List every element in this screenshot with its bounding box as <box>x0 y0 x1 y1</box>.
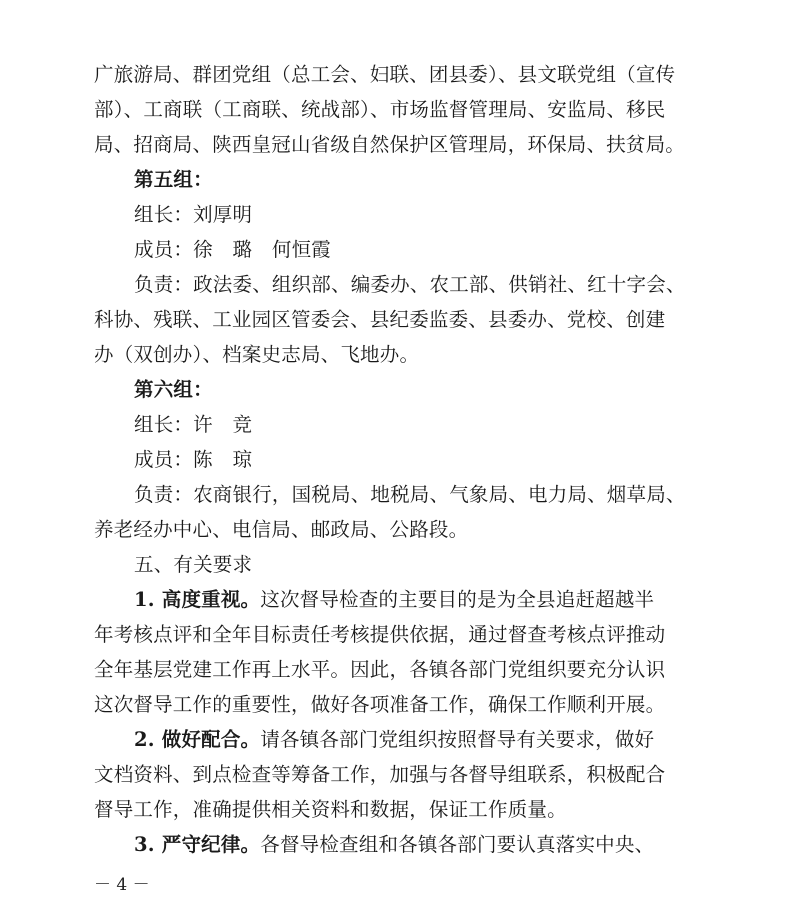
text-line: 文档资料、到点检查等筹备工作，加强与各督导组联系，积极配合 <box>94 763 666 786</box>
text-line: 这次督导工作的重要性，做好各项准备工作，确保工作顺利开展。 <box>94 693 666 716</box>
group-six-leader: 组长：许 竞 <box>134 413 253 436</box>
text-line: 年考核点评和全年目标责任考核提供依据，通过督查考核点评推动 <box>94 623 666 646</box>
text-line: 全年基层党建工作再上水平。因此，各镇各部门党组织要充分认识 <box>94 658 666 681</box>
group-five-members: 成员：徐 璐 何恒霞 <box>134 238 332 261</box>
text-line: 养老经办中心、电信局、邮政局、公路段。 <box>94 518 469 541</box>
text-line: 办（双创办）、档案史志局、飞地办。 <box>94 343 420 366</box>
requirement-2 <box>94 722 694 757</box>
group-six-heading: 第六组： <box>134 378 213 401</box>
group-five-leader: 组长：刘厚明 <box>134 203 253 226</box>
requirement-3-lead: 3. 严守纪律。 <box>134 833 261 856</box>
requirement-3 <box>94 827 694 862</box>
requirement-2-text: 请各镇各部门党组织按照督导有关要求，做好 <box>260 728 655 751</box>
text-line: 局、招商局、陕西皇冠山省级自然保护区管理局，环保局、扶贫局。 <box>94 133 686 156</box>
group-five-duties: 负责：政法委、组织部、编委办、农工部、供销社、红十字会、 <box>134 273 686 296</box>
page-number: － 4 － <box>94 875 150 895</box>
requirement-2-lead: 2. 做好配合。 <box>134 728 261 751</box>
group-six-members: 成员：陈 琼 <box>134 448 253 471</box>
group-six-duties: 负责：农商银行，国税局、地税局、气象局、电力局、烟草局、 <box>134 483 686 506</box>
text-line: 科协、残联、工业园区管委会、县纪委监委、县委办、党校、创建 <box>94 308 666 331</box>
requirement-1 <box>94 582 694 617</box>
text-line: 部）、工商联（工商联、统战部）、市场监督管理局、安监局、移民 <box>94 98 666 121</box>
section-heading: 五、有关要求 <box>134 553 253 576</box>
text-line: 督导工作，准确提供相关资料和数据，保证工作质量。 <box>94 798 567 821</box>
group-five-heading: 第五组： <box>134 168 213 191</box>
requirement-1-text: 这次督导检查的主要目的是为全县追赶超越半 <box>260 588 655 611</box>
text-line: 广旅游局、群团党组（总工会、妇联、团县委）、县文联党组（宣传 <box>94 63 676 86</box>
requirement-3-text: 各督导检查组和各镇各部门要认真落实中央、 <box>260 833 655 856</box>
document-body <box>94 57 694 862</box>
requirement-1-lead: 1. 高度重视。 <box>134 588 261 611</box>
